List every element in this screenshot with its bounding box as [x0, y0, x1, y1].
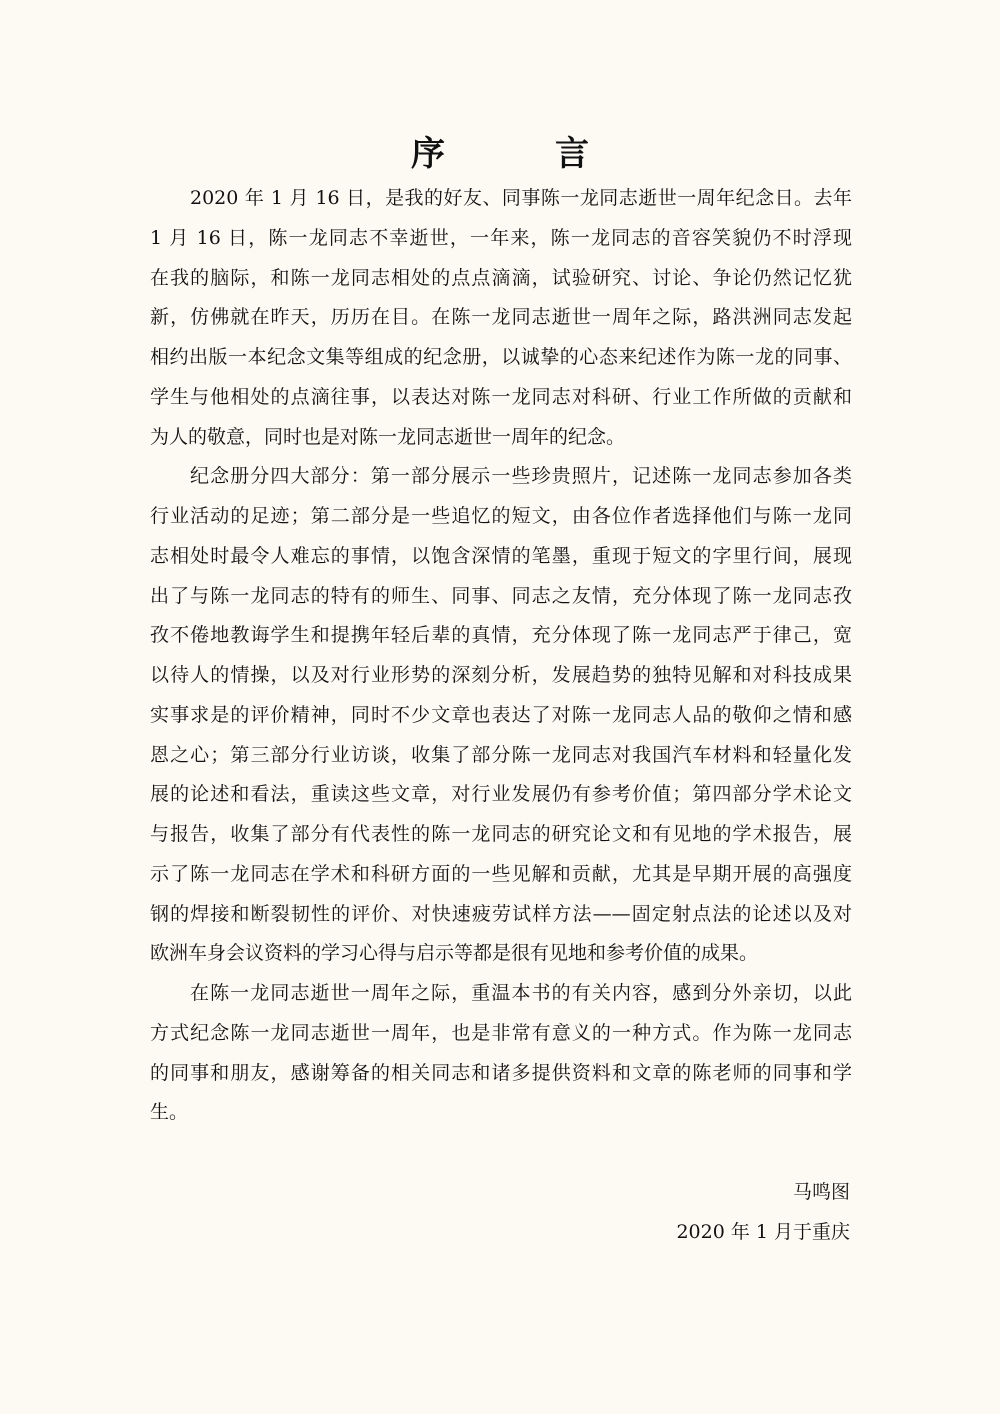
- page-title: 序 言: [411, 134, 627, 174]
- text-line: 相约出版一本纪念文集等组成的纪念册，以诚挚的心态来纪述作为陈一龙的同事、: [150, 346, 852, 368]
- text-line: 生。: [150, 1101, 189, 1124]
- paragraph: [150, 179, 852, 457]
- text-line: 实事求是的评价精神，同时不少文章也表达了对陈一龙同志人品的敬仰之情和感: [150, 703, 852, 726]
- text-line: 与报告，收集了部分有代表性的陈一龙同志的研究论文和有见地的学术报告，展: [150, 823, 852, 845]
- text-line: 学生与他相处的点滴往事，以表达对陈一龙同志对科研、行业工作所做的贡献和: [150, 385, 852, 408]
- text-line: 纪念册分四大部分：第一部分展示一些珍贵照片，记述陈一龙同志参加各类: [190, 465, 852, 488]
- preface-body: [150, 179, 852, 1133]
- text-line: 在陈一龙同志逝世一周年之际，重温本书的有关内容，感到分外亲切，以此: [190, 982, 852, 1004]
- author-signature: 马鸣图: [792, 1181, 850, 1203]
- paragraph: [150, 974, 852, 1133]
- text-line: 恩之心；第三部分行业访谈，收集了部分陈一龙同志对我国汽车材料和轻量化发: [150, 743, 852, 766]
- text-line: 展的论述和看法，重读这些文章，对行业发展仍有参考价值；第四部分学术论文: [150, 783, 852, 806]
- text-line: 在我的脑际，和陈一龙同志相处的点点滴滴，试验研究、讨论、争论仍然记忆犹: [150, 266, 852, 289]
- text-line: 方式纪念陈一龙同志逝世一周年，也是非常有意义的一种方式。作为陈一龙同志: [150, 1021, 852, 1044]
- paragraph: [150, 457, 852, 974]
- text-line: 示了陈一龙同志在学术和科研方面的一些见解和贡献，尤其是早期开展的高强度: [150, 862, 852, 885]
- text-line: 新，仿佛就在昨天，历历在目。在陈一龙同志逝世一周年之际，路洪洲同志发起: [150, 306, 852, 329]
- text-line: 的同事和朋友，感谢筹备的相关同志和诸多提供资料和文章的陈老师的同事和学: [150, 1061, 852, 1084]
- text-line: 1 月 16 日，陈一龙同志不幸逝世，一年来，陈一龙同志的音容笑貌仍不时浮现: [150, 226, 852, 249]
- text-line: 为人的敬意，同时也是对陈一龙同志逝世一周年的纪念。: [150, 425, 626, 448]
- text-line: 2020 年 1 月 16 日，是我的好友、同事陈一龙同志逝世一周年纪念日。去年: [190, 187, 852, 209]
- text-line: 志相处时最令人难忘的事情，以饱含深情的笔墨，重现于短文的字里行间，展现: [150, 544, 852, 567]
- date-place: 2020 年 1 月于重庆: [676, 1221, 850, 1243]
- text-line: 孜不倦地教诲学生和提携年轻后辈的真情，充分体现了陈一龙同志严于律己，宽: [150, 624, 852, 647]
- text-line: 钢的焊接和断裂韧性的评价、对快速疲劳试样方法——固定射点法的论述以及对: [150, 902, 852, 925]
- text-line: 欧洲车身会议资料的学习心得与启示等都是很有见地和参考价值的成果。: [150, 942, 759, 965]
- text-line: 以待人的情操，以及对行业形势的深刻分析，发展趋势的独特见解和对科技成果: [150, 664, 852, 686]
- text-line: 行业活动的足迹；第二部分是一些追忆的短文，由各位作者选择他们与陈一龙同: [150, 505, 852, 527]
- text-line: 出了与陈一龙同志的特有的师生、同事、同志之友情，充分体现了陈一龙同志孜: [150, 584, 852, 607]
